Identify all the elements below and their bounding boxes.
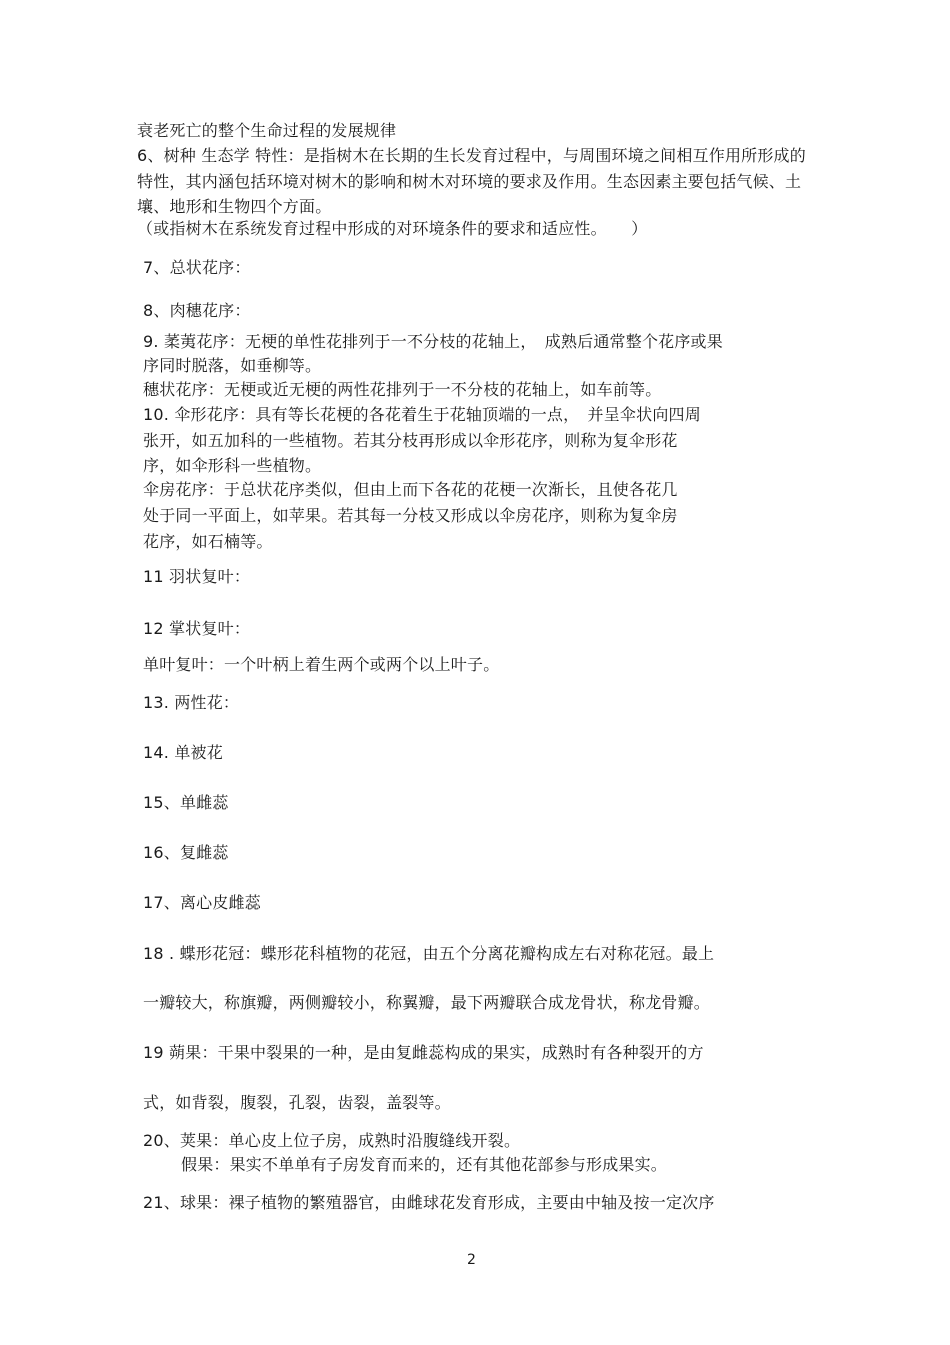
text-line: （或指树木在系统发育过程中形成的对环境条件的要求和适应性。 ）	[137, 219, 648, 238]
text-line: 20、荚果：单心皮上位子房，成熟时沿腹缝线开裂。	[143, 1131, 521, 1150]
text-line: 17、离心皮雌蕊	[143, 893, 261, 912]
page-number: 2	[467, 1252, 476, 1268]
text-line: 假果：果实不单单有子房发育而来的，还有其他花部参与形成果实。	[181, 1155, 668, 1174]
text-line: 衰老死亡的整个生命过程的发展规律	[137, 121, 397, 140]
text-line: 9. 葇荑花序：无梗的单性花排列于一不分枝的花轴上， 成熟后通常整个花序或果	[143, 332, 723, 351]
text-line: 式，如背裂，腹裂，孔裂，齿裂，盖裂等。	[143, 1093, 451, 1112]
text-line: 14. 单被花	[143, 743, 223, 762]
text-line: 12 掌状复叶：	[143, 619, 251, 638]
text-line: 16、复雌蕊	[143, 843, 229, 862]
text-line: 18 . 蝶形花冠：蝶形花科植物的花冠，由五个分离花瓣构成左右对称花冠。最上	[143, 944, 715, 963]
text-line: 10. 伞形花序：具有等长花梗的各花着生于花轴顶端的一点， 并呈伞状向四周	[143, 405, 701, 424]
text-line: 壤、地形和生物四个方面。	[137, 197, 332, 216]
text-line: 6、树种 生态学 特性：是指树木在长期的生长发育过程中，与周围环境之间相互作用所形成的	[137, 146, 806, 165]
text-line: 11 羽状复叶：	[143, 567, 251, 586]
text-line: 花序，如石楠等。	[143, 532, 273, 551]
text-line: 单叶复叶：一个叶柄上着生两个或两个以上叶子。	[143, 655, 500, 674]
text-line: 特性，其内涵包括环境对树木的影响和树木对环境的要求及作用。生态因素主要包括气候、土	[137, 172, 802, 191]
text-line: 21、球果：裸子植物的繁殖器官，由雌球花发育形成，主要由中轴及按一定次序	[143, 1193, 715, 1212]
text-line: 穗状花序：无梗或近无梗的两性花排列于一不分枝的花轴上，如车前等。	[143, 380, 662, 399]
text-line: 7、总状花序：	[143, 258, 251, 277]
text-line: 序，如伞形科一些植物。	[143, 456, 322, 475]
text-line: 8、肉穗花序：	[143, 301, 251, 320]
text-line: 一瓣较大，称旗瓣，两侧瓣较小，称翼瓣，最下两瓣联合成龙骨状，称龙骨瓣。	[143, 993, 711, 1012]
text-line: 张开，如五加科的一些植物。若其分枝再形成以伞形花序，则称为复伞形花	[143, 431, 678, 450]
text-line: 13. 两性花：	[143, 693, 240, 712]
text-line: 序同时脱落，如垂柳等。	[143, 356, 322, 375]
text-line: 19 蒴果：干果中裂果的一种，是由复雌蕊构成的果实，成熟时有各种裂开的方	[143, 1043, 704, 1062]
text-line: 15、单雌蕊	[143, 793, 229, 812]
text-line: 伞房花序：于总状花序类似，但由上而下各花的花梗一次渐长，且使各花几	[143, 480, 678, 499]
text-line: 处于同一平面上，如苹果。若其每一分枝又形成以伞房花序，则称为复伞房	[143, 506, 678, 525]
